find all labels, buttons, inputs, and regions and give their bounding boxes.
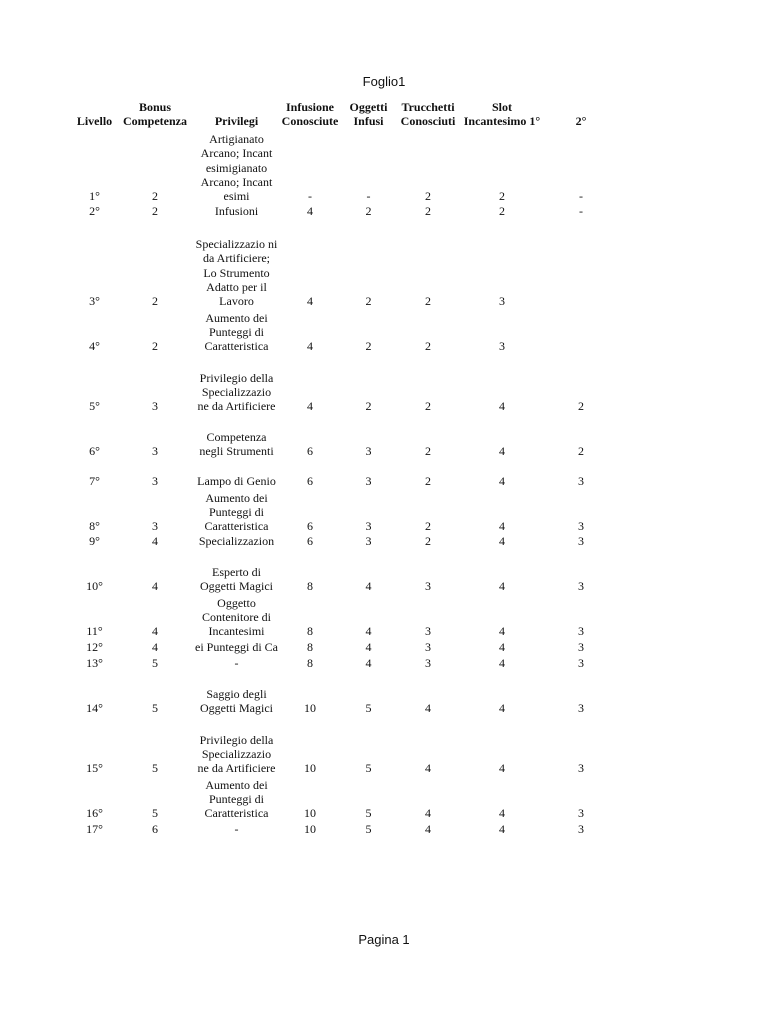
cell-privileges: Specializzazio ni da Artificiere; Lo Strumento Adatto per il Lavoro	[195, 237, 278, 309]
cell-privileges: Lampo di Genio	[197, 474, 276, 489]
table-row	[74, 655, 619, 671]
table-row	[74, 414, 619, 459]
cell-privileges: Oggetto Contenitore di Incantesimi	[202, 595, 271, 639]
artificer-progression-table	[74, 100, 619, 837]
cell-infusions: 4	[307, 339, 313, 354]
cell-slot2: 3	[578, 822, 584, 837]
cell-bonus: 5	[152, 701, 158, 716]
cell-cantrips: 3	[425, 656, 431, 671]
cell-slot2: 3	[578, 624, 584, 639]
cell-bonus: 2	[152, 204, 158, 219]
table-row	[74, 459, 619, 489]
cell-level: 13°	[86, 656, 103, 671]
cell-slot1: 4	[499, 444, 505, 459]
header-row	[74, 100, 619, 129]
table-row	[74, 594, 619, 639]
cell-privileges: ei Punteggi di Ca	[195, 640, 278, 655]
cell-infusions: 6	[307, 474, 313, 489]
cell-slot1: 4	[499, 656, 505, 671]
cell-cantrips: 4	[425, 761, 431, 776]
cell-privileges: Aumento dei Punteggi di Caratteristica	[204, 777, 269, 821]
cell-level: 1°	[89, 189, 100, 204]
cell-slot2: 2	[578, 444, 584, 459]
cell-privileges: Aumento dei Punteggi di Caratteristica	[204, 490, 269, 534]
cell-slot1: 4	[499, 399, 505, 414]
table-row	[74, 309, 619, 354]
cell-cantrips: 3	[425, 579, 431, 594]
cell-infusions: 8	[307, 640, 313, 655]
table-row	[74, 716, 619, 776]
table-row	[74, 776, 619, 821]
cell-items: 3	[365, 519, 372, 534]
cell-level: 10°	[86, 579, 103, 594]
cell-bonus: 3	[152, 474, 158, 489]
cell-infusions: -	[308, 189, 312, 204]
table-row	[74, 534, 619, 549]
cell-items: 4	[365, 656, 372, 671]
cell-slot2: 3	[578, 474, 584, 489]
cell-infusions: 6	[307, 444, 313, 459]
cell-infusions: 10	[304, 806, 316, 821]
table-row	[74, 219, 619, 309]
cell-bonus: 5	[152, 656, 158, 671]
cell-slot1: 3	[499, 339, 505, 354]
cell-slot1: 2	[499, 189, 505, 204]
cell-bonus: 6	[152, 822, 158, 837]
cell-bonus: 2	[152, 294, 158, 309]
cell-privileges: Saggio degli Oggetti Magici	[200, 687, 273, 716]
cell-cantrips: 4	[425, 822, 431, 837]
cell-cantrips: 2	[425, 474, 431, 489]
cell-privileges: Artigianato Arcano; Incant esimigianato Arcano; Incant esimi	[200, 132, 273, 204]
cell-items: 4	[365, 624, 372, 639]
cell-privileges: Aumento dei Punteggi di Caratteristica	[204, 310, 269, 354]
table-row	[74, 489, 619, 534]
table-row	[74, 821, 619, 837]
cell-slot2: 3	[578, 761, 584, 776]
cell-slot2: 3	[578, 701, 584, 716]
cell-level: 12°	[86, 640, 103, 655]
cell-slot1: 4	[499, 624, 505, 639]
cell-level: 17°	[86, 822, 103, 837]
cell-cantrips: 2	[425, 339, 431, 354]
cell-infusions: 10	[304, 701, 316, 716]
cell-privileges: -	[234, 656, 239, 671]
cell-slot2	[543, 219, 619, 309]
cell-infusions: 8	[307, 579, 313, 594]
cell-slot1: 4	[499, 579, 505, 594]
cell-items: 2	[365, 399, 372, 414]
cell-items: 5	[365, 701, 372, 716]
cell-privileges: Privilegio della Specializzazio ne da Artificiere	[197, 370, 276, 414]
cell-privileges: Privilegio della Specializzazio ne da Artificiere	[197, 732, 276, 776]
cell-slot2: 3	[578, 640, 584, 655]
cell-slot2: 3	[578, 519, 584, 534]
cell-slot1: 4	[499, 474, 505, 489]
cell-items: -	[366, 189, 371, 204]
cell-infusions: 6	[307, 534, 313, 549]
table-row	[74, 354, 619, 414]
cell-cantrips: 3	[425, 624, 431, 639]
cell-privileges: Specializzazion	[198, 534, 275, 549]
cell-level: 3°	[89, 294, 100, 309]
cell-slot2: 3	[578, 656, 584, 671]
cell-items: 2	[365, 339, 372, 354]
cell-cantrips: 2	[425, 444, 431, 459]
cell-slot2: 3	[578, 534, 584, 549]
cell-bonus: 5	[152, 806, 158, 821]
cell-level: 16°	[86, 806, 103, 821]
cell-level: 15°	[86, 761, 103, 776]
cell-cantrips: 2	[425, 294, 431, 309]
header-level: Livello	[76, 114, 113, 129]
sheet-title: Foglio1	[362, 74, 406, 89]
cell-items: 2	[365, 294, 372, 309]
cell-cantrips: 2	[425, 399, 431, 414]
header-infusions: Infusione Conosciute	[281, 100, 339, 129]
cell-slot1: 4	[499, 806, 505, 821]
cell-slot1: 4	[499, 701, 505, 716]
table-row	[74, 129, 619, 204]
cell-items: 3	[365, 444, 372, 459]
header-items: Oggetti Infusi	[349, 100, 388, 129]
cell-slot1: 4	[499, 761, 505, 776]
cell-slot1: 4	[499, 534, 505, 549]
cell-cantrips: 3	[425, 640, 431, 655]
cell-slot2: 2	[578, 399, 584, 414]
cell-items: 5	[365, 822, 372, 837]
cell-slot2	[543, 309, 619, 354]
cell-bonus: 5	[152, 761, 158, 776]
cell-bonus: 3	[152, 444, 158, 459]
cell-privileges: Infusioni	[214, 204, 259, 219]
cell-level: 11°	[86, 624, 103, 639]
cell-slot2: 3	[578, 579, 584, 594]
header-bonus: Bonus Competenza	[123, 100, 187, 129]
cell-items: 4	[365, 640, 372, 655]
cell-level: 6°	[89, 444, 100, 459]
cell-slot1: 4	[499, 640, 505, 655]
cell-level: 2°	[89, 204, 100, 219]
cell-bonus: 4	[152, 624, 158, 639]
cell-infusions: 4	[307, 204, 313, 219]
cell-level: 8°	[89, 519, 100, 534]
cell-privileges: Esperto di Oggetti Magici	[200, 565, 273, 594]
cell-bonus: 3	[152, 399, 158, 414]
cell-cantrips: 2	[425, 534, 431, 549]
cell-bonus: 2	[152, 189, 158, 204]
table-row	[74, 549, 619, 594]
cell-level: 4°	[89, 339, 100, 354]
cell-infusions: 8	[307, 656, 313, 671]
cell-items: 5	[365, 761, 372, 776]
table-row	[74, 639, 619, 655]
cell-slot1: 4	[499, 822, 505, 837]
table-row	[74, 204, 619, 219]
cell-infusions: 10	[304, 761, 316, 776]
cell-cantrips: 2	[425, 204, 431, 219]
cell-level: 7°	[89, 474, 100, 489]
cell-infusions: 8	[307, 624, 313, 639]
cell-items: 3	[365, 474, 372, 489]
header-privileges: Privilegi	[214, 114, 259, 129]
cell-privileges: -	[234, 822, 239, 837]
cell-bonus: 4	[152, 579, 158, 594]
cell-slot1: 3	[499, 294, 505, 309]
cell-slot2: 3	[578, 806, 584, 821]
cell-cantrips: 2	[425, 519, 431, 534]
cell-bonus: 4	[152, 534, 158, 549]
cell-items: 4	[365, 579, 372, 594]
cell-bonus: 3	[152, 519, 158, 534]
cell-slot1: 2	[499, 204, 505, 219]
cell-items: 3	[365, 534, 372, 549]
cell-privileges: Competenza negli Strumenti	[199, 430, 274, 459]
cell-level: 5°	[89, 399, 100, 414]
cell-bonus: 2	[152, 339, 158, 354]
header-slot-1: Slot Incantesimo 1°	[463, 100, 541, 129]
cell-infusions: 4	[307, 399, 313, 414]
cell-infusions: 10	[304, 822, 316, 837]
page-number: Pagina 1	[358, 932, 410, 947]
header-slot-2: 2°	[575, 114, 587, 129]
cell-cantrips: 4	[425, 806, 431, 821]
cell-level: 9°	[89, 534, 100, 549]
cell-bonus: 4	[152, 640, 158, 655]
cell-slot2: -	[579, 189, 583, 204]
cell-level: 14°	[86, 701, 103, 716]
cell-slot1: 4	[499, 519, 505, 534]
table-row	[74, 671, 619, 716]
cell-slot2: -	[579, 204, 583, 219]
header-cantrips: Trucchetti Conosciuti	[400, 100, 456, 129]
cell-cantrips: 2	[425, 189, 431, 204]
cell-items: 2	[365, 204, 372, 219]
cell-infusions: 6	[307, 519, 313, 534]
cell-items: 5	[365, 806, 372, 821]
cell-infusions: 4	[307, 294, 313, 309]
cell-cantrips: 4	[425, 701, 431, 716]
